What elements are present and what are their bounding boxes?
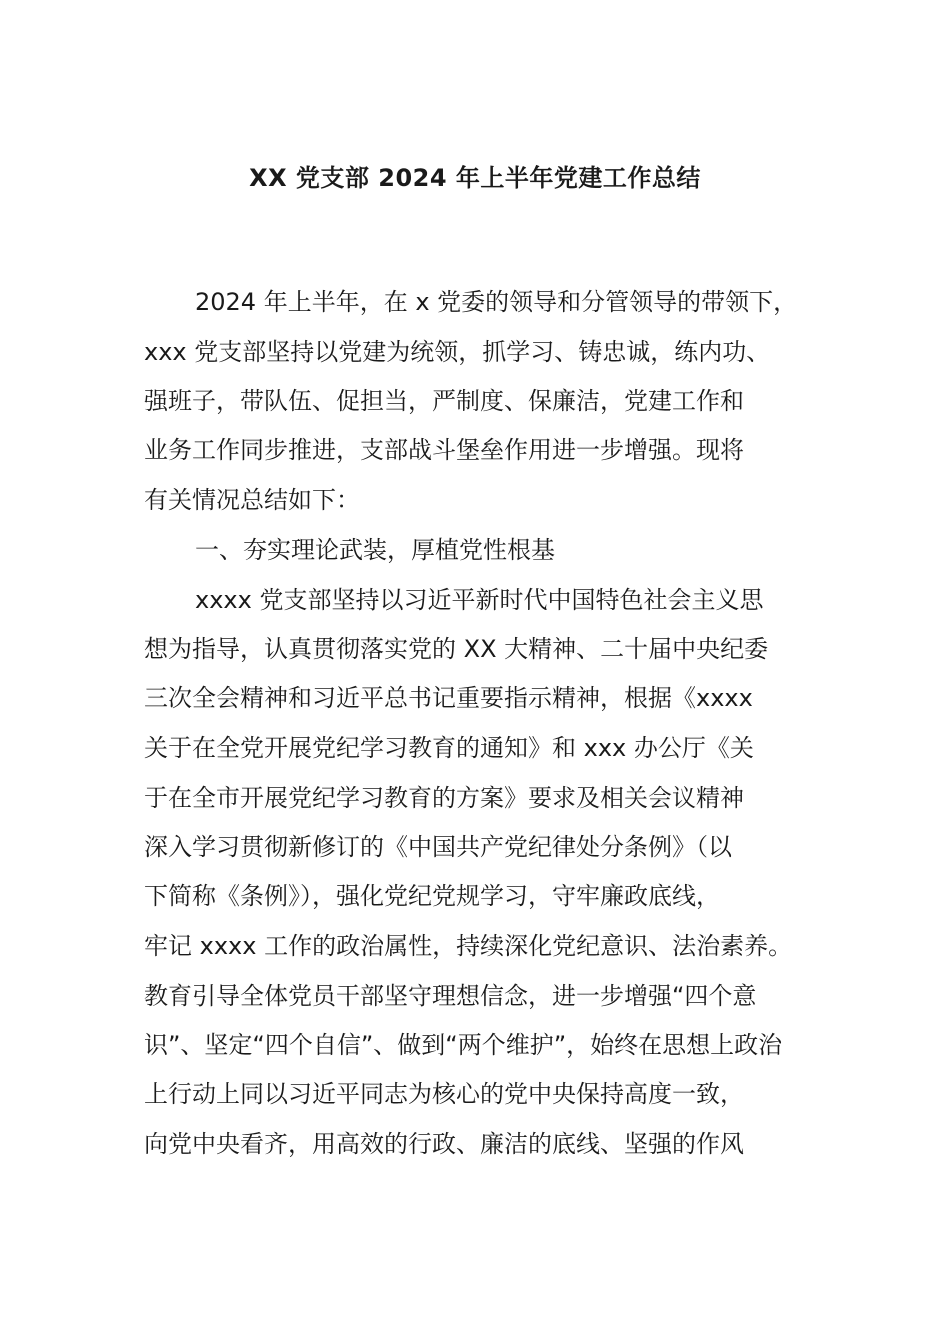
paragraph-line: 业务工作同步推进，支部战斗堡垒作用进一步增强。现将 <box>144 436 744 464</box>
paragraph-line: xxx 党支部坚持以党建为统领，抓学习、铸忠诚，练内功、 <box>144 338 771 366</box>
paragraph-line: 牢记 xxxx 工作的政治属性，持续深化党纪意识、法治素养。 <box>144 932 793 960</box>
paragraph-line: 2024 年上半年，在 x 党委的领导和分管领导的带领下， <box>195 288 798 316</box>
paragraph-line: 教育引导全体党员干部坚守理想信念，进一步增强“四个意 <box>144 982 757 1010</box>
paragraph-line: 上行动上同以习近平同志为核心的党中央保持高度一致， <box>144 1080 744 1108</box>
section-heading: 一、夯实理论武装，厚植党性根基 <box>195 536 555 564</box>
paragraph-line: 想为指导，认真贯彻落实党的 XX 大精神、二十届中央纪委 <box>144 635 769 663</box>
paragraph-line: 三次全会精神和习近平总书记重要指示精神，根据《xxxx <box>144 684 753 712</box>
paragraph-line: 深入学习贯彻新修订的《中国共产党纪律处分条例》（以 <box>144 833 732 861</box>
paragraph-line: 于在全市开展党纪学习教育的方案》要求及相关会议精神 <box>144 784 744 812</box>
paragraph-line: 关于在全党开展党纪学习教育的通知》和 xxx 办公厅《关 <box>144 734 754 762</box>
paragraph-line: 下简称《条例》），强化党纪党规学习，守牢廉政底线， <box>144 882 720 910</box>
paragraph-line: 向党中央看齐，用高效的行政、廉洁的底线、坚强的作风 <box>144 1130 744 1158</box>
paragraph-line: 有关情况总结如下： <box>144 486 360 514</box>
paragraph-line: 识”、坚定“四个自信”、做到“两个维护”，始终在思想上政治 <box>144 1031 783 1059</box>
document-title: XX 党支部 2024 年上半年党建工作总结 <box>249 164 701 192</box>
paragraph-line: xxxx 党支部坚持以习近平新时代中国特色社会主义思 <box>195 586 764 614</box>
paragraph-line: 强班子，带队伍、促担当，严制度、保廉洁，党建工作和 <box>144 387 744 415</box>
